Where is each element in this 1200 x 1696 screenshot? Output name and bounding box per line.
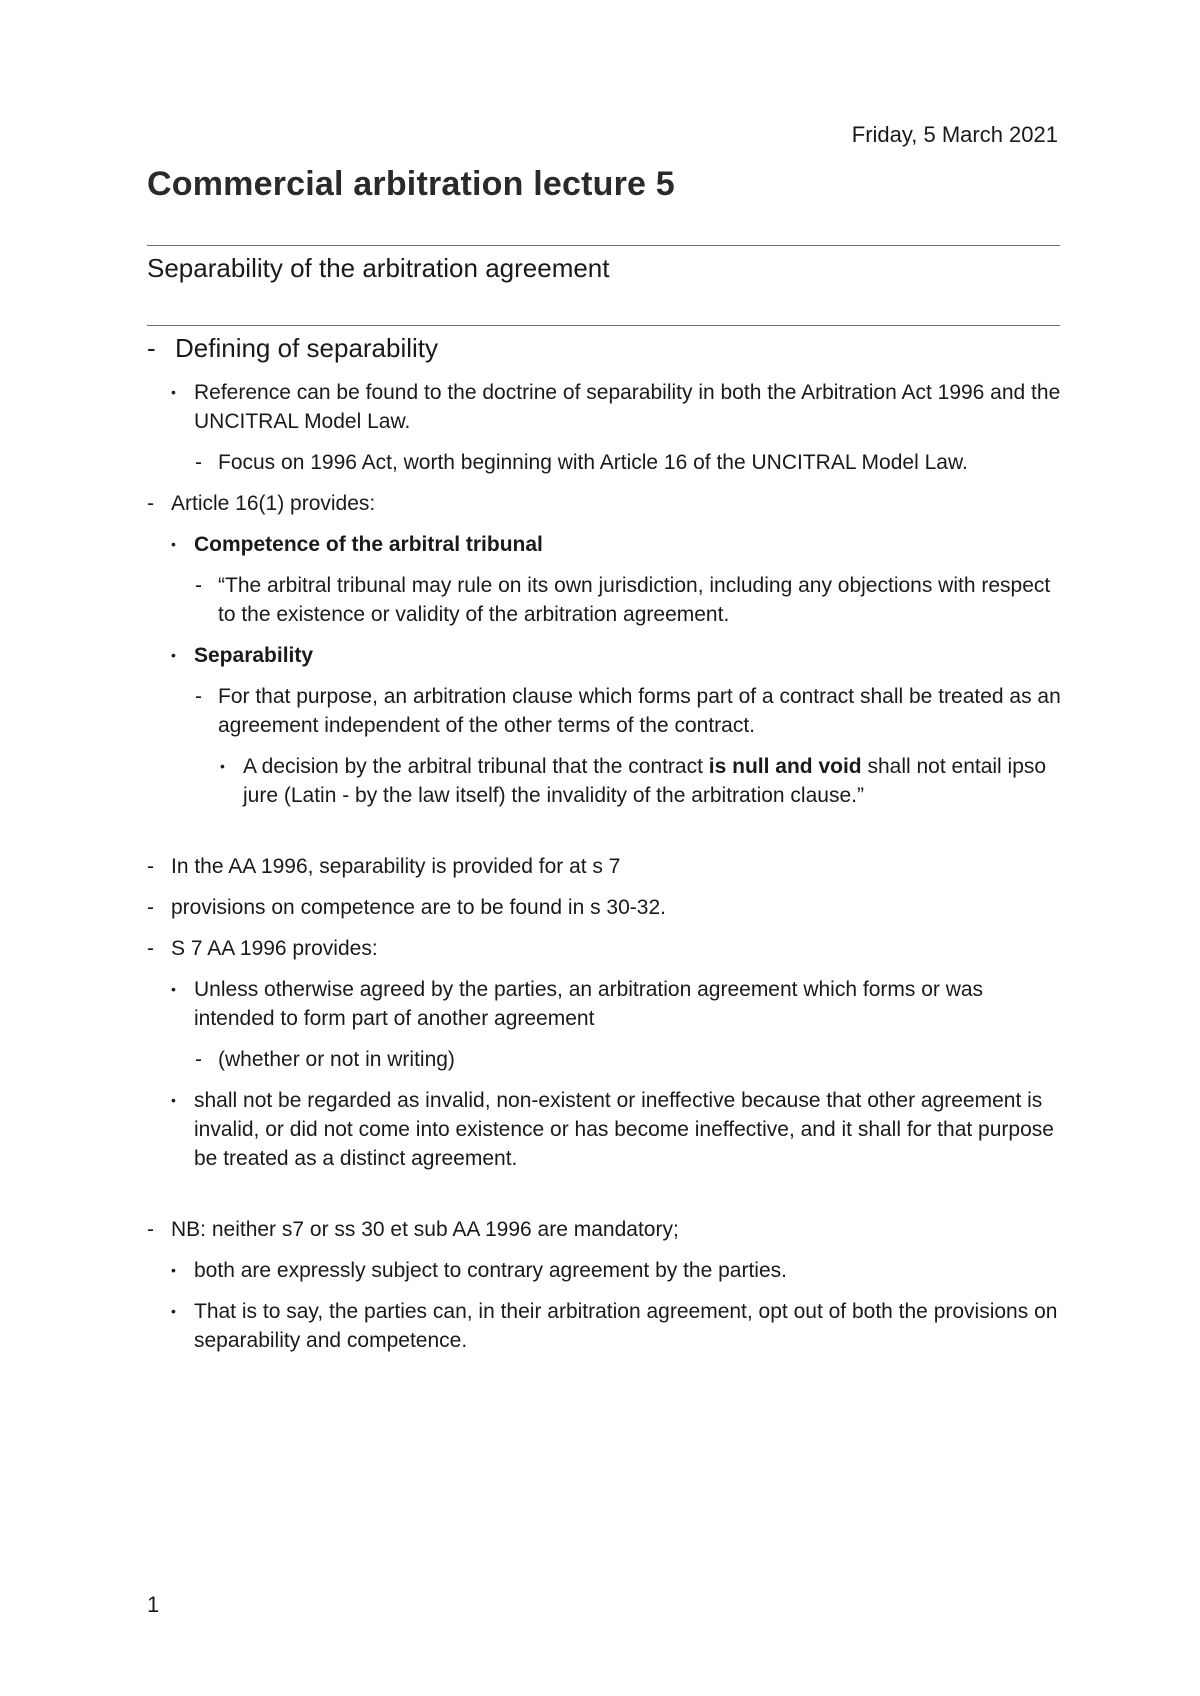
provisions-text: provisions on competence are to be found in s 30-32.	[171, 896, 666, 919]
dash-marker: -	[195, 685, 202, 708]
section-subtitle: Separability of the arbitration agreement	[147, 253, 610, 283]
competence-text: “The arbitral tribunal may rule on its own jurisdiction, including any objections with respect to the existence or validity of the arbitration agreement.	[218, 574, 1051, 626]
notes-body	[147, 330, 1067, 1355]
bullet-marker: •	[171, 981, 176, 997]
list-item	[147, 448, 1067, 477]
both-text: both are expressly subject to contrary agreement by the parties.	[194, 1259, 787, 1282]
unless-text: Unless otherwise agreed by the parties, an arbitration agreement which forms or was intended to form part of another agreement	[194, 978, 984, 1030]
dash-marker: -	[147, 855, 154, 878]
focus-text: Focus on 1996 Act, worth beginning with Article 16 of the UNCITRAL Model Law.	[218, 451, 968, 474]
list-item	[147, 852, 1067, 881]
list-item	[147, 641, 1067, 670]
list-item	[147, 330, 1067, 366]
title-divider	[147, 245, 1060, 246]
list-item	[147, 934, 1067, 963]
page-title: Commercial arbitration lecture 5	[147, 165, 675, 203]
defining-heading: Defining of separability	[175, 333, 439, 363]
dash-marker: -	[147, 333, 156, 363]
reference-text: Reference can be found to the doctrine of separability in both the Arbitration Act 1996 and the UNCITRAL Model Law.	[194, 381, 1061, 433]
aa1996-text: In the AA 1996, separability is provided for at s 7	[171, 855, 621, 878]
bullet-marker: •	[171, 647, 176, 663]
page-number: 1	[147, 1592, 160, 1617]
decision-text-end: shall not entail ipso jure (Latin - by the law itself) the invalidity of the arbitration clause.”	[243, 755, 1047, 807]
decision-text-bold: is null and void	[708, 755, 862, 778]
bullet-marker: •	[171, 1092, 176, 1108]
that-is-text: That is to say, the parties can, in their arbitration agreement, opt out of both the provisions on separability and competence.	[194, 1300, 1058, 1352]
bullet-marker: •	[171, 536, 176, 552]
list-item	[147, 571, 1067, 629]
list-item	[147, 893, 1067, 922]
s7-provides-text: S 7 AA 1996 provides:	[171, 937, 378, 960]
dash-marker: -	[195, 451, 202, 474]
dash-marker: -	[147, 1218, 154, 1241]
list-item	[147, 975, 1067, 1033]
separability-heading: Separability	[194, 644, 314, 667]
list-item	[147, 1297, 1067, 1355]
list-item	[147, 682, 1067, 740]
decision-text-start: A decision by the arbitral tribunal that the contract	[243, 755, 709, 778]
bullet-marker: •	[171, 1303, 176, 1319]
list-item	[147, 489, 1067, 518]
list-item	[147, 752, 1067, 810]
dash-marker: -	[195, 1048, 202, 1071]
bullet-marker: •	[220, 758, 225, 774]
bullet-marker: •	[171, 384, 176, 400]
list-item	[147, 1256, 1067, 1285]
list-item	[147, 378, 1067, 436]
subtitle-divider	[147, 325, 1060, 326]
dash-marker: -	[147, 492, 154, 515]
article16-text: Article 16(1) provides:	[171, 492, 376, 515]
shall-not-text: shall not be regarded as invalid, non-existent or ineffective because that other agreement is invalid, or did not come into existence or has become ineffective, and it shall for that purpose be treated as a distinct agreement.	[194, 1089, 1054, 1170]
bullet-marker: •	[171, 1262, 176, 1278]
lecture-date: Friday, 5 March 2021	[851, 122, 1058, 147]
list-item	[147, 530, 1067, 559]
dash-marker: -	[147, 896, 154, 919]
dash-marker: -	[147, 937, 154, 960]
separability-text: For that purpose, an arbitration clause which forms part of a contract shall be treated as an agreement independent of the other terms of the contract.	[218, 685, 1061, 737]
whether-text: (whether or not in writing)	[218, 1048, 455, 1071]
list-item	[147, 1045, 1067, 1074]
competence-heading: Competence of the arbitral tribunal	[194, 533, 543, 556]
list-item	[147, 1086, 1067, 1173]
dash-marker: -	[195, 574, 202, 597]
list-item	[147, 1215, 1067, 1244]
nb-text: NB: neither s7 or ss 30 et sub AA 1996 are mandatory;	[171, 1218, 679, 1241]
